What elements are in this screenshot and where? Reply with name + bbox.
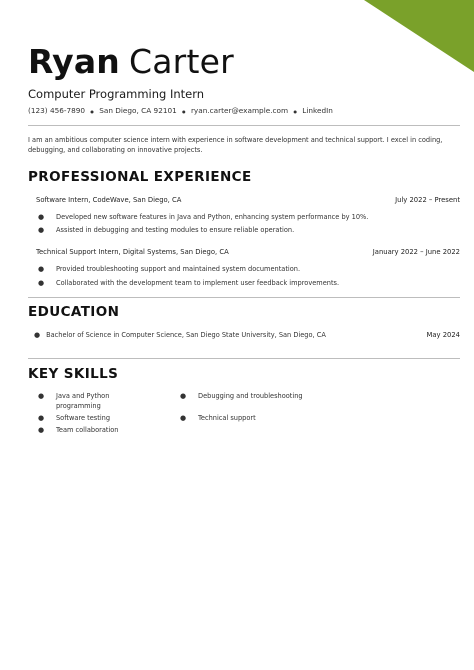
job-dates: July 2022 – Present xyxy=(395,196,460,204)
divider xyxy=(28,297,460,298)
skill-text: Software testing xyxy=(56,414,111,422)
email[interactable]: ryan.carter@example.com xyxy=(190,106,289,115)
bullet-dot: ● xyxy=(38,226,45,234)
summary-paragraph: I am an ambitious computer science intern with experience in software development and technical support. I excel in coding, debugging, and collaborating on innovative projects. xyxy=(28,136,443,154)
skill-text: Technical support xyxy=(198,414,256,422)
divider xyxy=(28,125,460,126)
skills-heading: KEY SKILLS xyxy=(28,366,119,382)
skill-text: Team collaboration xyxy=(56,426,119,434)
phone: (123) 456-7890 xyxy=(28,106,86,115)
bullet-text: Assisted in debugging and testing modules to ensure reliable operation. xyxy=(56,226,295,234)
corner-accent-triangle xyxy=(364,0,474,72)
education-row xyxy=(28,331,460,341)
job-dates: January 2022 – June 2022 xyxy=(372,248,460,256)
job-row xyxy=(28,196,460,204)
job-title-company: Technical Support Intern, Digital Systems, San Diego, CA xyxy=(36,248,229,256)
bullet-text: Developed new software features in Java and Python, enhancing system performance by 10%. xyxy=(56,213,369,221)
education-entry: Bachelor of Science in Computer Science, San Diego State University, San Diego, CA xyxy=(46,331,326,339)
bullet-dot: ● xyxy=(180,414,187,422)
bullet-dot: ● xyxy=(38,392,45,400)
location: San Diego, CA 92101 xyxy=(99,106,177,115)
bullet-dot: ● xyxy=(34,331,41,339)
job-row xyxy=(28,248,460,256)
separator-dot: ● xyxy=(293,108,297,114)
first-name: Ryan xyxy=(28,42,121,81)
separator-dot: ● xyxy=(182,108,186,114)
education-heading: EDUCATION xyxy=(28,304,120,320)
contact-line xyxy=(28,106,333,115)
bullet-dot: ● xyxy=(38,426,45,434)
job-title-company: Software Intern, CodeWave, San Diego, CA xyxy=(36,196,182,204)
bullet-dot: ● xyxy=(38,213,45,221)
last-name: Carter xyxy=(129,42,234,81)
education-date: May 2024 xyxy=(426,331,460,339)
divider xyxy=(28,358,460,359)
skill-text: Debugging and troubleshooting xyxy=(198,392,303,400)
candidate-name xyxy=(28,42,234,82)
job-title: Computer Programming Intern xyxy=(28,87,205,101)
experience-heading: PROFESSIONAL EXPERIENCE xyxy=(28,169,252,185)
skill-text: Java and Python programming xyxy=(56,392,110,410)
separator-dot: ● xyxy=(90,108,94,114)
bullet-dot: ● xyxy=(38,414,45,422)
list-item xyxy=(28,331,326,339)
bullet-dot: ● xyxy=(38,279,45,287)
bullet-text: Collaborated with the development team to implement user feedback improvements. xyxy=(56,279,340,287)
linkedin-link[interactable]: LinkedIn xyxy=(302,106,333,115)
bullet-text: Provided troubleshooting support and maintained system documentation. xyxy=(56,265,301,273)
bullet-dot: ● xyxy=(38,265,45,273)
bullet-dot: ● xyxy=(180,392,187,400)
